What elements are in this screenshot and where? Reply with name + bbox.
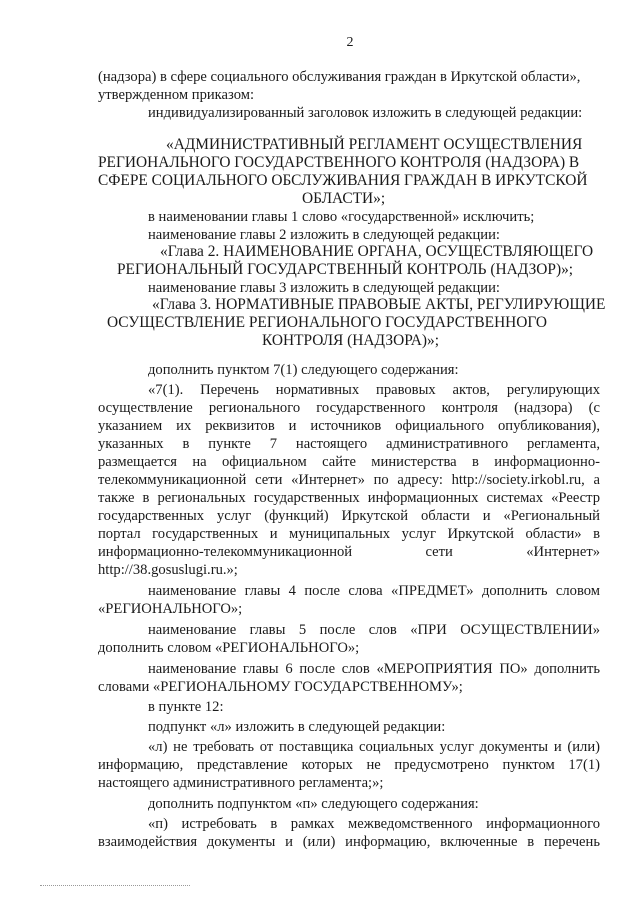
footer-divider xyxy=(40,885,190,886)
chapter2-intro: наименование главы 2 изложить в следующей редакции: xyxy=(148,227,500,243)
sub-p-line: «п) истребовать в рамках межведомственного информационного xyxy=(148,816,600,832)
sub-l-line: настоящего административного регламента;»; xyxy=(98,775,384,791)
sub-l-intro: подпункт «л» изложить в следующей редакции: xyxy=(148,719,446,735)
sub-l-line: «л) не требовать от поставщика социальных услуг документы и (или) xyxy=(148,739,600,755)
chapter3-intro: наименование главы 3 изложить в следующей редакции: xyxy=(148,280,500,296)
page-number: 2 xyxy=(346,35,354,50)
sub-p-line: взаимодействия документы и (или) информацию, включенные в перечень xyxy=(98,834,600,850)
p7-line: указанных в пункте 7 настоящего административного регламента, xyxy=(98,436,600,452)
intro-line: индивидуализированный заголовок изложить в следующей редакции: xyxy=(148,105,583,121)
p7-line: http://38.gosuslugi.ru.»; xyxy=(98,562,238,578)
p7-line: телекоммуникационной сети «Интернет» по адресу: http://society.irkobl.ru, а xyxy=(98,472,600,488)
chapter3-title-line: ОСУЩЕСТВЛЕНИЕ РЕГИОНАЛЬНОГО ГОСУДАРСТВЕННОГО xyxy=(107,314,548,331)
chapter6-amendment: наименование главы 6 после слов «МЕРОПРИЯТИЯ ПО» дополнить xyxy=(148,661,600,677)
chapter6-amendment: словами «РЕГИОНАЛЬНОМУ ГОСУДАРСТВЕННОМУ»; xyxy=(98,679,463,695)
p7-line: информационно-телекоммуникационной сети «Интернет» xyxy=(98,544,600,560)
chapter1-amendment: в наименовании главы 1 слово «государственной» исключить; xyxy=(148,209,535,225)
chapter2-title-line: РЕГИОНАЛЬНЫЙ ГОСУДАРСТВЕННЫЙ КОНТРОЛЬ (НАДЗОР)»; xyxy=(117,261,574,278)
sub-l-line: информацию, представление которых не предусмотрено пунктом 17(1) xyxy=(98,757,600,773)
intro-line: утвержденном приказом: xyxy=(98,87,255,103)
regulation-title-line: ОБЛАСТИ»; xyxy=(302,190,386,207)
chapter3-title-line: «Глава 3. НОРМАТИВНЫЕ ПРАВОВЫЕ АКТЫ, РЕГУЛИРУЮЩИЕ xyxy=(152,296,606,313)
p7-line: портал государственных и муниципальных услуг Иркутской области» в xyxy=(98,526,600,542)
p7-line: также в региональных государственных информационных системах «Реестр xyxy=(98,490,600,506)
p7-line: осуществление регионального государственного контроля (надзора) (с xyxy=(98,400,600,416)
chapter5-amendment: наименование главы 5 после слов «ПРИ ОСУЩЕСТВЛЕНИИ» xyxy=(148,622,600,638)
p7-intro: дополнить пунктом 7(1) следующего содержания: xyxy=(148,362,459,378)
p7-line: «7(1). Перечень нормативных правовых актов, регулирующих xyxy=(148,382,600,398)
chapter5-amendment: дополнить словом «РЕГИОНАЛЬНОГО»; xyxy=(98,640,360,656)
chapter2-title-line: «Глава 2. НАИМЕНОВАНИЕ ОРГАНА, ОСУЩЕСТВЛЯЮЩЕГО xyxy=(160,243,594,260)
p12-line: в пункте 12: xyxy=(148,699,224,715)
intro-line: (надзора) в сфере социального обслуживания граждан в Иркутской области», xyxy=(98,69,581,85)
p7-line: размещается на официальном сайте министерства в информационно- xyxy=(98,454,600,470)
p7-line: государственных услуг (функций) Иркутской области и «Региональный xyxy=(98,508,600,524)
regulation-title-line: РЕГИОНАЛЬНОГО ГОСУДАРСТВЕННОГО КОНТРОЛЯ (НАДЗОРА) В xyxy=(98,154,580,171)
chapter3-title-line: КОНТРОЛЯ (НАДЗОРА)»; xyxy=(262,332,440,349)
chapter4-amendment: наименование главы 4 после слова «ПРЕДМЕТ» дополнить словом xyxy=(148,583,600,599)
regulation-title-line: СФЕРЕ СОЦИАЛЬНОГО ОБСЛУЖИВАНИЯ ГРАЖДАН В ИРКУТСКОЙ xyxy=(98,172,588,189)
chapter4-amendment: «РЕГИОНАЛЬНОГО»; xyxy=(98,601,243,617)
regulation-title-line: «АДМИНИСТРАТИВНЫЙ РЕГЛАМЕНТ ОСУЩЕСТВЛЕНИЯ xyxy=(166,136,583,153)
p7-line: указанием их реквизитов и источников официального опубликования), xyxy=(98,418,600,434)
sub-p-intro: дополнить подпунктом «п» следующего содержания: xyxy=(148,796,479,812)
